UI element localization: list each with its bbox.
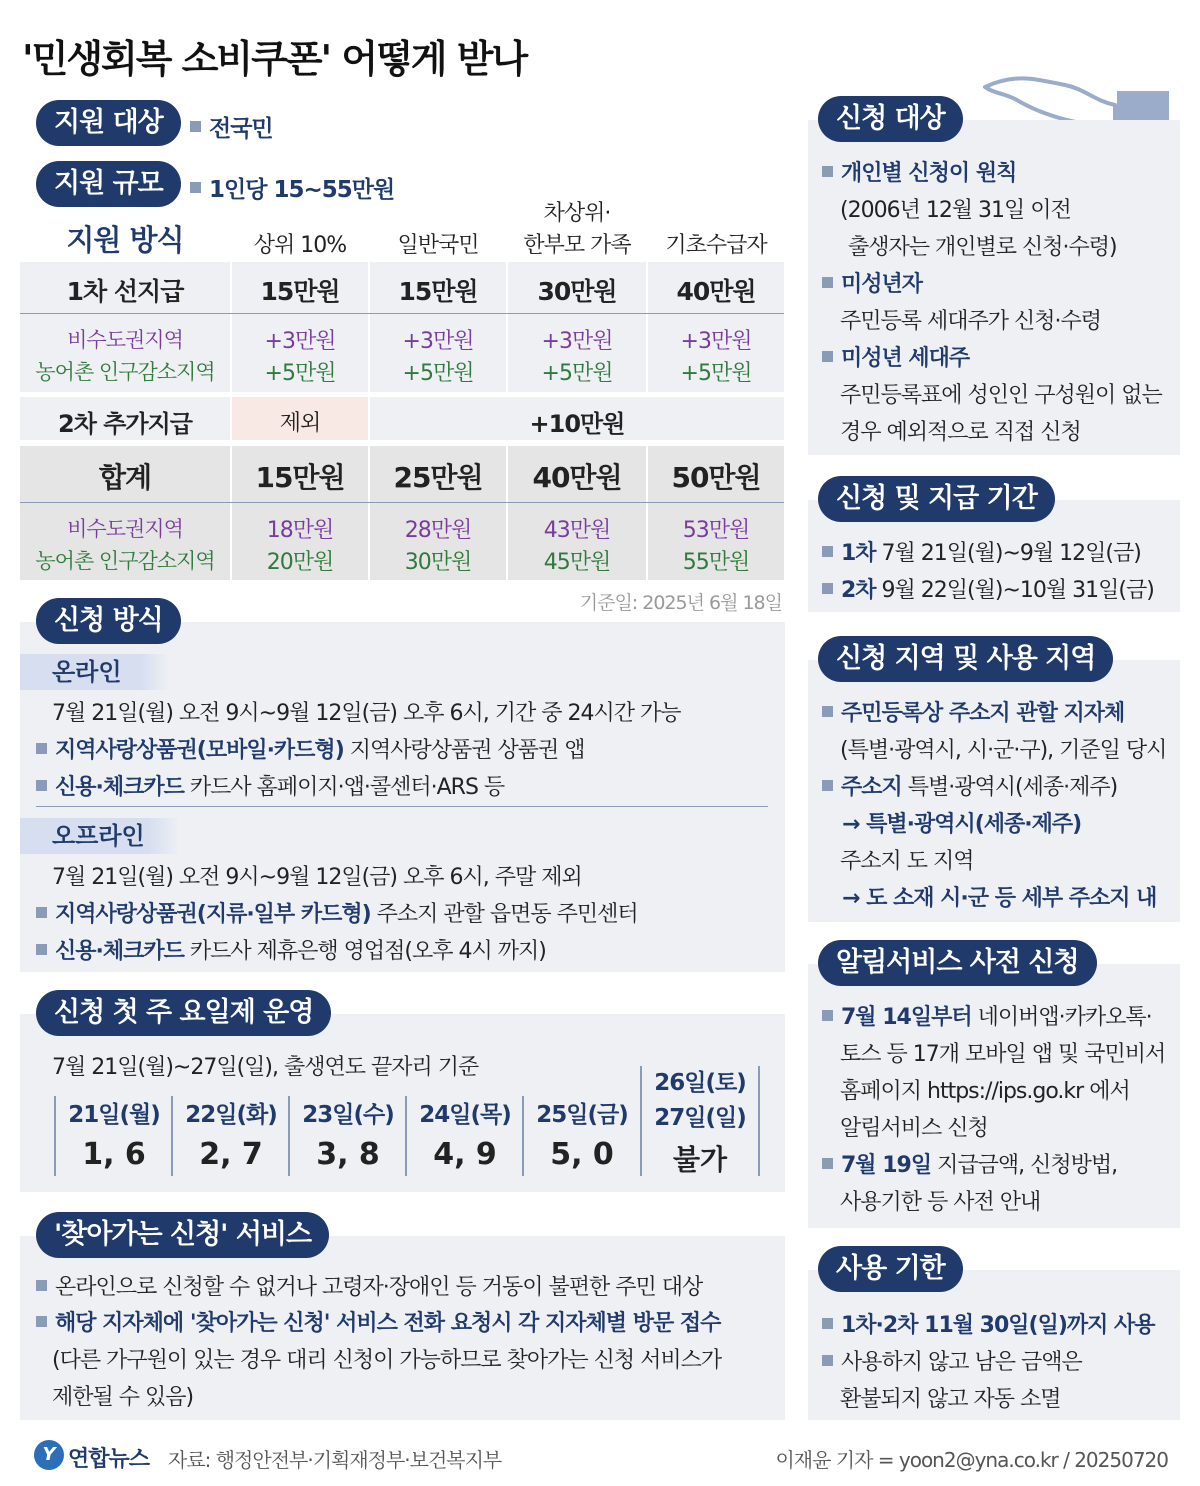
target-item-2 xyxy=(822,267,922,298)
day-label: 22일(화) xyxy=(185,1102,277,1128)
method-table-title: 지원 방식 xyxy=(66,223,184,257)
total-top10: 15만원 xyxy=(255,461,345,494)
day-digits: 5, 0 xyxy=(550,1137,614,1172)
notify-item-2 xyxy=(822,1148,1117,1179)
col-header-nearpoor-1: 차상위· xyxy=(543,201,611,226)
day-cell-tue xyxy=(173,1096,289,1172)
visit-item-1-text: 온라인으로 신청할 수 없거나 고령자·장애인 등 거동이 불편한 주민 대상 xyxy=(55,1275,703,1300)
first-week-title: 신청 첫 주 요일제 운영 xyxy=(36,990,331,1036)
online-item-2-rest: 카드사 홈페이지·앱·콜센터·ARS 등 xyxy=(183,775,505,800)
support-scale-value xyxy=(190,171,394,204)
offline-item-2-rest: 카드사 제휴은행 영업점(오후 4시 까지) xyxy=(183,939,546,964)
region-label-rural: 농어촌 인구감소지역 xyxy=(35,360,215,384)
region-item-1 xyxy=(822,696,1124,727)
row1-general: 15만원 xyxy=(398,277,478,306)
footer-brand: 연합뉴스 xyxy=(68,1447,150,1472)
offline-time: 7월 21일(월) 오전 9시~9월 12일(금) 오후 6시, 주말 제외 xyxy=(52,865,582,890)
target-item-1-line2: 출생자는 개인별로 신청·수령) xyxy=(848,235,1117,260)
region-do-line: 주소지 도 지역 xyxy=(840,849,974,874)
total-nonmetro-2: 43만원 xyxy=(543,518,611,543)
usage-item-2 xyxy=(822,1345,1082,1376)
day-cell-thu xyxy=(407,1096,523,1172)
visit-service-title: '찾아가는 신청' 서비스 xyxy=(36,1212,329,1258)
visit-item-2 xyxy=(36,1306,720,1337)
total-region-label-nonmetro: 비수도권지역 xyxy=(67,517,183,541)
visit-note-2: 제한될 수 있음) xyxy=(52,1385,194,1410)
region-label-nonmetro: 비수도권지역 xyxy=(67,328,183,352)
day-label: 23일(수) xyxy=(302,1102,394,1128)
col-header-basic: 기초수급자 xyxy=(665,233,767,258)
period-item-1-bold: 1차 xyxy=(841,541,876,566)
day-label: 24일(목) xyxy=(419,1102,511,1128)
region-item-1-text: 주민등록상 주소지 관할 지자체 xyxy=(841,701,1125,726)
support-target-label: 지원 대상 xyxy=(36,100,181,146)
yonhap-logo-icon: Y xyxy=(34,1440,64,1470)
target-item-1-line1: (2006년 12월 31일 이전 xyxy=(840,198,1071,223)
apply-method-title: 신청 방식 xyxy=(36,598,181,644)
total-basic: 50만원 xyxy=(671,461,761,494)
target-item-2-text: 미성년자 xyxy=(841,272,923,297)
target-item-3 xyxy=(822,341,969,372)
day-divider-6 xyxy=(758,1066,760,1176)
online-time: 7월 21일(월) 오전 9시~9월 12일(금) 오후 6시, 기간 중 24시간 가능 xyxy=(52,701,681,726)
offline-item-2 xyxy=(36,934,546,965)
weekend-day-1: 26일(토) xyxy=(654,1070,746,1096)
support-scale-text: 1인당 15~55만원 xyxy=(209,177,395,203)
visit-note-1: (다른 가구원이 있는 경우 대리 신청이 가능하므로 찾아가는 신청 서비스가 xyxy=(52,1348,722,1373)
offline-item-1-rest: 주소지 관할 읍면동 주민센터 xyxy=(370,902,638,927)
row1-nonmetro-1: +3만원 xyxy=(402,329,474,354)
region-item-2-bold: 주소지 xyxy=(841,775,902,800)
total-rural-3: 55만원 xyxy=(682,550,750,575)
offline-item-2-bold: 신용·체크카드 xyxy=(55,939,184,964)
visit-item-1 xyxy=(36,1270,702,1301)
total-general: 25만원 xyxy=(393,461,483,494)
base-date: 기준일: 2025년 6월 18일 xyxy=(579,592,782,614)
usage-title: 사용 기한 xyxy=(818,1246,963,1292)
period-item-2-rest: 9월 22일(월)~10월 31일(금) xyxy=(875,578,1154,603)
period-item-1 xyxy=(822,536,1141,567)
notify-item-1-rest: 네이버앱·카카오톡· xyxy=(971,1005,1152,1030)
online-item-1-bold: 지역사랑상품권(모바일·카드형) xyxy=(55,738,344,763)
row1-nonmetro-3: +3만원 xyxy=(680,329,752,354)
online-label: 온라인 xyxy=(20,654,170,690)
row2-label: 2차 추가지급 xyxy=(58,410,192,438)
day-digits: 3, 8 xyxy=(316,1137,380,1172)
target-item-3-text: 미성년 세대주 xyxy=(841,346,970,371)
total-rural-2: 45만원 xyxy=(543,550,611,575)
target-item-3-line1: 주민등록표에 성인인 구성원이 없는 xyxy=(840,383,1162,408)
apply-method-divider xyxy=(36,806,768,807)
target-item-1 xyxy=(822,156,1016,187)
day-digits: 4, 9 xyxy=(433,1137,497,1172)
offline-item-1 xyxy=(36,897,638,928)
apply-target-title: 신청 대상 xyxy=(818,96,963,142)
notify-item-1-line2: 토스 등 17개 모바일 앱 및 국민비서 xyxy=(840,1042,1166,1067)
offline-label: 오프라인 xyxy=(20,818,180,854)
total-region-label-rural: 농어촌 인구감소지역 xyxy=(35,549,215,573)
notify-item-1 xyxy=(822,1000,1152,1031)
period-item-2 xyxy=(822,573,1154,604)
total-label: 합계 xyxy=(98,461,152,494)
notify-item-1-bold: 7월 14일부터 xyxy=(841,1005,972,1030)
total-nonmetro-0: 18만원 xyxy=(266,518,334,543)
day-digits: 1, 6 xyxy=(82,1137,146,1172)
support-scale-label: 지원 규모 xyxy=(36,161,181,207)
weekend-day-2: 27일(일) xyxy=(654,1105,746,1131)
row1-rural-0: +5만원 xyxy=(264,361,336,386)
usage-item-1-text: 1차·2차 11월 30일(일)까지 사용 xyxy=(841,1313,1155,1338)
row1-basic: 40만원 xyxy=(676,277,756,306)
total-nearpoor: 40만원 xyxy=(532,461,622,494)
row1-label: 1차 선지급 xyxy=(66,277,184,306)
day-cell-wed xyxy=(290,1096,406,1172)
online-item-2-bold: 신용·체크카드 xyxy=(55,775,184,800)
online-item-1-rest: 지역사랑상품권 상품권 앱 xyxy=(343,738,585,763)
col-header-top10: 상위 10% xyxy=(253,233,347,258)
col-header-general: 일반국민 xyxy=(397,233,479,258)
online-item-2 xyxy=(36,770,504,801)
support-target-value xyxy=(190,110,273,143)
row2-excluded: 제외 xyxy=(279,411,321,436)
weekend-value: 불가 xyxy=(672,1143,728,1176)
row1-nonmetro-0: +3만원 xyxy=(264,329,336,354)
row2-value: +10만원 xyxy=(529,410,625,438)
row1-rural-2: +5만원 xyxy=(541,361,613,386)
target-item-3-line2: 경우 예외적으로 직접 신청 xyxy=(840,420,1081,445)
notify-item-2-bold: 7월 19일 xyxy=(841,1153,932,1178)
row1-rural-1: +5만원 xyxy=(402,361,474,386)
day-cell-fri xyxy=(524,1096,640,1172)
notify-item-1-line4: 알림서비스 신청 xyxy=(840,1116,988,1141)
day-cell-weekend xyxy=(642,1064,758,1178)
support-target-text: 전국민 xyxy=(209,116,273,142)
target-item-1-text: 개인별 신청이 원칙 xyxy=(841,161,1017,186)
total-rural-0: 20만원 xyxy=(266,550,334,575)
target-item-2-line1: 주민등록 세대주가 신청·수령 xyxy=(840,309,1102,334)
col-header-nearpoor-2: 한부모 가족 xyxy=(523,233,631,258)
period-title: 신청 및 지급 기간 xyxy=(818,476,1055,522)
period-item-1-rest: 7월 21일(월)~9월 12일(금) xyxy=(875,541,1141,566)
total-rural-1: 30만원 xyxy=(404,550,472,575)
day-digits: 2, 7 xyxy=(199,1137,263,1172)
footer-source: 자료: 행정안전부·기획재정부·보건복지부 xyxy=(168,1448,502,1472)
row1-rural-3: +5만원 xyxy=(680,361,752,386)
region-arrow-2: → 도 소재 시·군 등 세부 주소지 내 xyxy=(842,886,1157,911)
footer-credit: 이재윤 기자 = yoon2@yna.co.kr / 20250720 xyxy=(775,1448,1168,1472)
notify-item-2-rest: 지급금액, 신청방법, xyxy=(931,1153,1118,1178)
day-label: 21일(월) xyxy=(68,1102,160,1128)
usage-item-2-line2: 환불되지 않고 자동 소멸 xyxy=(840,1387,1061,1412)
region-arrow-1: → 특별·광역시(세종·제주) xyxy=(842,812,1082,837)
row1-nonmetro-2: +3만원 xyxy=(541,329,613,354)
notify-title: 알림서비스 사전 신청 xyxy=(818,940,1097,986)
region-item-1-line1: (특별·광역시, 시·군·구), 기준일 당시 xyxy=(840,738,1167,763)
region-item-2-rest: 특별·광역시(세종·제주) xyxy=(901,775,1118,800)
usage-item-1 xyxy=(822,1308,1155,1339)
total-nonmetro-1: 28만원 xyxy=(404,518,472,543)
row1-top10: 15만원 xyxy=(260,277,340,306)
region-title: 신청 지역 및 사용 지역 xyxy=(818,636,1113,682)
online-item-1 xyxy=(36,733,585,764)
total-nonmetro-3: 53만원 xyxy=(682,518,750,543)
offline-item-1-bold: 지역사랑상품권(지류·일부 카드형) xyxy=(55,902,371,927)
notify-item-1-line3: 홈페이지 https://ips.go.kr 에서 xyxy=(840,1079,1130,1104)
row1-nearpoor: 30만원 xyxy=(537,277,617,306)
period-item-2-bold: 2차 xyxy=(841,578,876,603)
usage-item-2-text: 사용하지 않고 남은 금액은 xyxy=(841,1350,1082,1375)
day-label: 25일(금) xyxy=(536,1102,628,1128)
region-item-2 xyxy=(822,770,1117,801)
day-cell-mon xyxy=(56,1096,172,1172)
first-week-desc: 7월 21일(월)~27일(일), 출생연도 끝자리 기준 xyxy=(52,1055,479,1080)
notify-item-2-line2: 사용기한 등 사전 안내 xyxy=(840,1190,1041,1215)
visit-item-2-text: 해당 지자체에 '찾아가는 신청' 서비스 전화 요청시 각 지자체별 방문 접수 xyxy=(55,1311,721,1336)
page-title: '민생회복 소비쿠폰' 어떻게 받나 xyxy=(22,37,527,81)
